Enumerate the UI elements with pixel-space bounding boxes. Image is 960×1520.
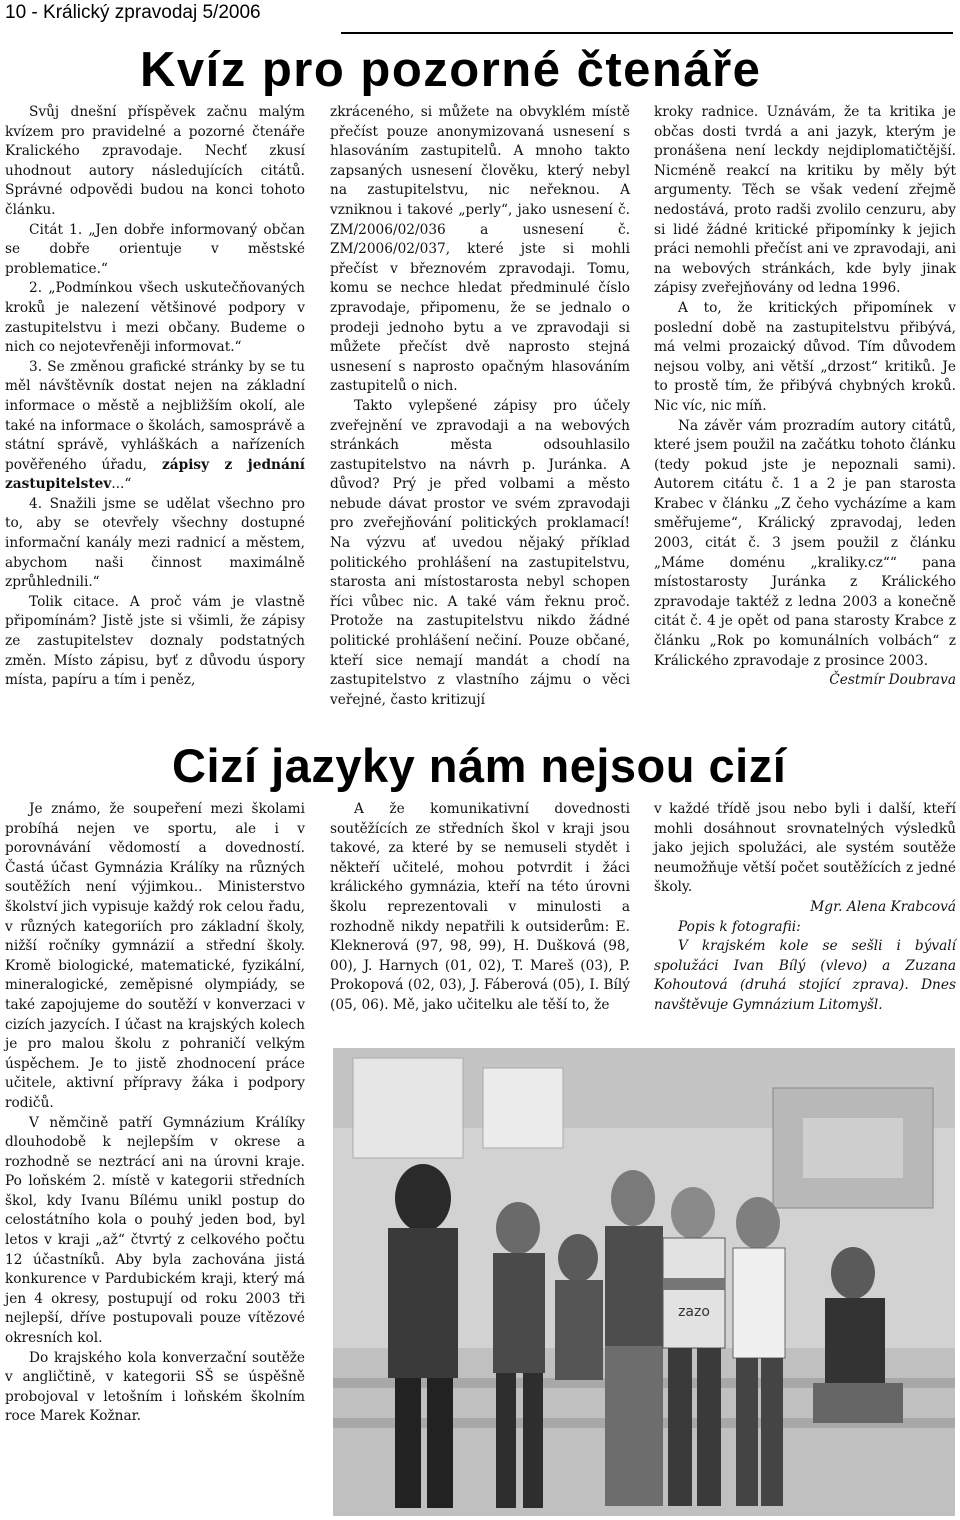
- paragraph: Takto vylepšené zápisy pro účely zveřejnění ve zpravodaji a na webových stránkách města odsouhlasilo zastupitelstvo na návrh p. Juránka. A důvod? Prý je před volbami a město nebude dávat prostor ve svém zpravodaji pro zveřejňování politických proklamací! Na výzvu ať uvedou nějaký příklad politického prohlášení na zastupitelstvu, starosta ani místostarosta nebyl schopen říci vůbec nic. A také vám řeknu proč. Protože na zastupitelstvu nikdo žádné politické prohlášení nečiní. Pouze občané, kteří sice nemají mandát a chodí na zastupitelstvo z vlastního zájmu o věci veřejné, často kritizují: [330, 397, 630, 708]
- paragraph: A to, že kritických připomínek v poslední době na zastupitelstvu přibývá, má velmi prozaický důvod. Tím důvodem nejsou volby, ani větší „drzost“ kritiků. Je to prostě tím, že přibývá chybných kroků. Nic víc, nic míň.: [654, 299, 956, 414]
- paragraph: 2. „Podmínkou všech uskutečňovaných kroků je nalezení většinové podpory v zastupitelstvu i mezi občany. Budeme o nich co nejotevřeněji informovat.“: [5, 280, 305, 356]
- paragraph: Na závěr vám prozradím autory citátů, které jsem použil na začátku tohoto článku (tedy pokud jste je nepoznali sami). Autorem citátu č. 1 a 2 je pan starosta Krabec v článku „Z čeho vycházíme a kam směřujeme“, Králický zpravodaj, leden 2003, citát č. 3 jsem použil z článku „Máme doménu „kraliky.cz““ pana místostarosty Juránka z Králického zpravodaje taktéž z ledna 2003 a konečně citát č. 4 je opět od pana starosty Krabce z článku „Rok po komunálních volbách“ z Králického zpravodaje z prosince 2003.: [654, 417, 956, 669]
- photo-caption: V krajském kole se sešli i bývalí spolužáci Ivan Bílý (vlevo) a Zuzana Kohoutová (druhá stojící zprava). Dnes navštěvuje Gymnázium Litomyšl.: [654, 938, 956, 1013]
- languages-column-1: [5, 800, 305, 1427]
- paragraph: Je známo, že soupeření mezi školami probíhá nejen ve sportu, ale i v porovnávání vědomostí a dovedností. Častá účast Gymnázia Králíky na různých soutěžích není výjimkou.. Ministerstvo školství jich vypisuje každý rok celou řadu, v různých kategoriích pro základní školy, nižší ročníky gymnázií a střední školy. Kromě biologické, matematické, fyzikální, mineralogické, zeměpisné olympiády, se také zapojujeme do soutěží v konverzaci v cizích jazycích. I účast na krajských kolech je pro malou školu z pohraničí velkým úspěchem. Je to jistě zhodnocení práce učitele, aktivní přípravy žáka i podpory rodičů.: [5, 801, 305, 1111]
- author-signature: Mgr. Alena Krabcová: [810, 898, 956, 915]
- languages-column-2: [330, 800, 630, 1016]
- paragraph: Citát 1. „Jen dobře informovaný občan se dobře orientuje v městské problematice.“: [5, 221, 305, 277]
- paragraph-text: ...“: [111, 476, 132, 493]
- article-title-languages: Cizí jazyky nám nejsou cizí: [172, 739, 787, 792]
- shirt-text: zazo: [678, 1304, 710, 1320]
- paragraph: V němčině patří Gymnázium Králíky dlouhodobě k nejlepším v okrese a rozhodně se neztrácí ani na úrovni kraje. Po loňském 2. místě v kategorii středních škol, kdy Ivanu Bílému unikl postup do celostátního kola o pouhý jeden bod, byl letos v kraji „až“ čtvrtý z celkového počtu 12 účastníků. Aby byla zachována jistá konkurence v Pardubickém kraji, který má jen 4 okresy, postupují od roku 2003 tři nejlepší, dříve postupovali pouze vítězové okresních kol.: [5, 1114, 305, 1347]
- paragraph: A že komunikativní dovednosti soutěžících ze středních škol v kraji jsou takové, za které by se nemuseli stydět i někteří učitelé, mohou potvrdit i žáci králického gymnázia, kteří na této úrovni školu reprezentovali v minulosti a rozhodně nikdy nepatřili k outsiderům: E. Kleknerová (97, 98, 99), H. Dušková (98, 00), J. Harnych (01, 02), T. Mareš (03), P. Prokopová (02, 03), J. Fáberová (05), I. Bílý (05, 06). Mě, jako učitelku ale těší to, že: [330, 801, 630, 1013]
- quiz-column-3: [654, 103, 956, 691]
- quiz-column-1: [5, 103, 305, 691]
- quiz-column-2: [330, 103, 630, 710]
- paragraph: Svůj dnešní příspěvek začnu malým kvízem pro pravidelné a pozorné čtenáře Kralického zpravodaje. Nechť zkusí uhodnout autory následujících citátů. Správné odpovědi budou na konci tohoto článku.: [5, 104, 305, 218]
- author-signature: Čestmír Doubrava: [829, 672, 956, 689]
- group-photo-illustration: [333, 1048, 955, 1516]
- paragraph: [5, 358, 305, 495]
- article-title-quiz: Kvíz pro pozorné čtenáře: [140, 43, 762, 97]
- page-header: [5, 0, 955, 32]
- bold-phrase: zápisy z jednání zastupitelstev: [5, 456, 305, 493]
- paragraph: v každé třídě jsou nebo byli i další, kteří mohli dosáhnout srovnatelných výsledků jako jejich spolužáci, ale systém soutěže neumožňuje větší počet soutěžících z jedné školy.: [654, 801, 956, 896]
- group-photo: [333, 1048, 955, 1516]
- paragraph: Tolik citace. A proč vám je vlastně připomínám? Jistě jste si všimli, že zápisy ze zastupitelstev doznaly podstatných změn. Místo zápisu, byť z důvodu úspory místa, papíru a tím i peněz,: [5, 593, 305, 689]
- paragraph: zkráceného, si můžete na obvyklém místě přečíst pouze anonymizovaná usnesení s hlasováním zastupitelů. A mnoho takto zapsaných usnesení člověku, který nebyl na zastupitelstvu, nic neřeknou. A vzniknou i takové „perly“, jako usnesení č. ZM/2006/02/036 a usnesení č. ZM/2006/02/037, které jste si mohli přečíst v březnovém zpravodaji. Tomu, komu se nechce hledat předminulé číslo zpravodaje, připomenu, že se jednalo o prodeji jednoho bytu a ve zpravodaji si můžete přečíst dvě naprosto stejná usnesení s naprosto opačným hlasováním zastupitelů o nich.: [330, 104, 630, 395]
- paragraph: Do krajského kola konverzační soutěže v angličtině, v kategorii SŠ se úspěšně probojoval v letošním i loňském školním roce Marek Kožnar.: [5, 1349, 305, 1425]
- languages-column-3: [654, 800, 956, 1016]
- header-rule: [341, 32, 953, 34]
- paragraph: 4. Snažili jsme se udělat všechno pro to, aby se otevřely všechny dostupné informační kanály mezi radnicí a městem, abychom naši činnost maximálně zprůhlednili.“: [5, 495, 305, 591]
- paragraph-text: 3. Se změnou grafické stránky by se tu měl návštěvník dostat nejen na základní informace o městě a nejbližším okolí, ale také na informace o školách, samosprávě a státní správě, vyhláškách a nařízeních pověřeného úřadu,: [5, 358, 305, 473]
- paragraph: kroky radnice. Uznávám, že ta kritika je občas dosti tvrdá a ani jazyk, kterým je pronášena není leckdy nejdiplomatičtější. Nicméně reakcí na kritiku by měly být argumenty. Těch se však vedení zřejmě nedostává, proto radši zvolilo cenzuru, aby si lidé žádné kritické připomínky k jejich práci nemohli přečíst ani ve zpravodaji, ani na webových stránkách, kde byly jinak zápisy zveřejňovány od ledna 1996.: [654, 104, 956, 297]
- photo-caption-title: Popis k fotografii:: [678, 918, 801, 935]
- page-header-text: 10 - Králický zpravodaj 5/2006: [5, 2, 261, 23]
